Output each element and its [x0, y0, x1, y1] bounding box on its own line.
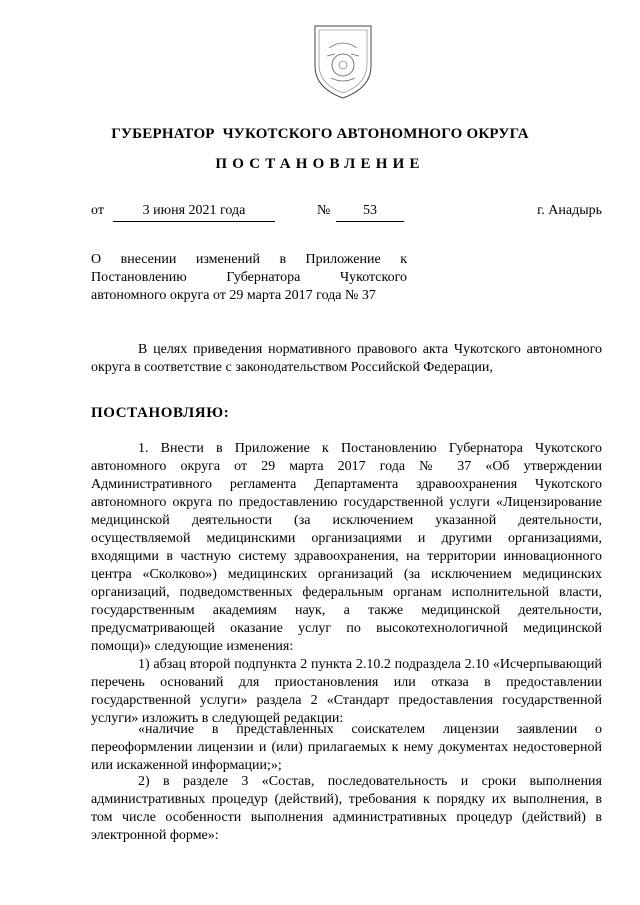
date-prefix: от — [91, 203, 104, 218]
document-city: г. Анадырь — [537, 203, 602, 218]
document-date: 3 июня 2021 года — [113, 203, 275, 222]
preamble-paragraph: В целях приведения нормативного правового акта Чукотского автономного округа в соответствие с законодательством Российской Федерации, — [91, 342, 602, 375]
number-prefix: № — [317, 203, 331, 218]
decree-heading: ПОСТАНОВЛЯЮ: — [91, 405, 230, 421]
item-1-paragraph: 1. Внести в Приложение к Постановлению Губернатора Чукотского автономного округа от 29 марта 2017 года № 37 «Об утверждении Административного регламента Департамента здравоохранения Чукотского автономного округа по предоставлению государственной услуги «Лицензирование медицинской деятельности (за исключением указанной деятельности, осуществляемой медицинскими организациями и другими организациями, входящими в частную систему здравоохранения, на территории инновационного центра «Сколково») медицинских организаций (за исключением медицинских организаций, подведомственных федеральным органам исполнительной власти, государственным академиям наук, а также медицинской деятельности, предусматривающей оказание услуг по высокотехнологичной медицинской помощи)» следующие изменения: — [91, 441, 602, 654]
org-title: ГУБЕРНАТОР ЧУКОТСКОГО АВТОНОМНОГО ОКРУГА — [111, 126, 529, 142]
item-1-1-paragraph: 1) абзац второй подпункта 2 пункта 2.10.2 подраздела 2.10 «Исчерпывающий перечень оснований для приостановления или отказа в предоставлении государственной услуги» раздела 2 «Стандарт предоставления государственной услуги» изложить в следующей редакции: — [91, 657, 602, 726]
document-subject: О внесении изменений в Приложение к Постановлению Губернатора Чукотского автономного округа от 29 марта 2017 года № 37 — [91, 252, 407, 303]
doc-type-title: ПОСТАНОВЛЕНИЕ — [215, 156, 425, 172]
document-number: 53 — [336, 203, 404, 222]
item-1-1-quote-paragraph: «наличие в представленных соискателем лицензии заявлении о переоформлении лицензии и (или) прилагаемых к нему документах недостоверной или искаженной информации;»; — [91, 722, 602, 773]
coat-of-arms-icon — [307, 18, 379, 104]
item-1-2-paragraph: 2) в разделе 3 «Состав, последовательность и сроки выполнения административных процедур (действий), требования к порядку их выполнения, в том числе особенности выполнения административных процедур (действий) в электронной форме»: — [91, 774, 602, 843]
